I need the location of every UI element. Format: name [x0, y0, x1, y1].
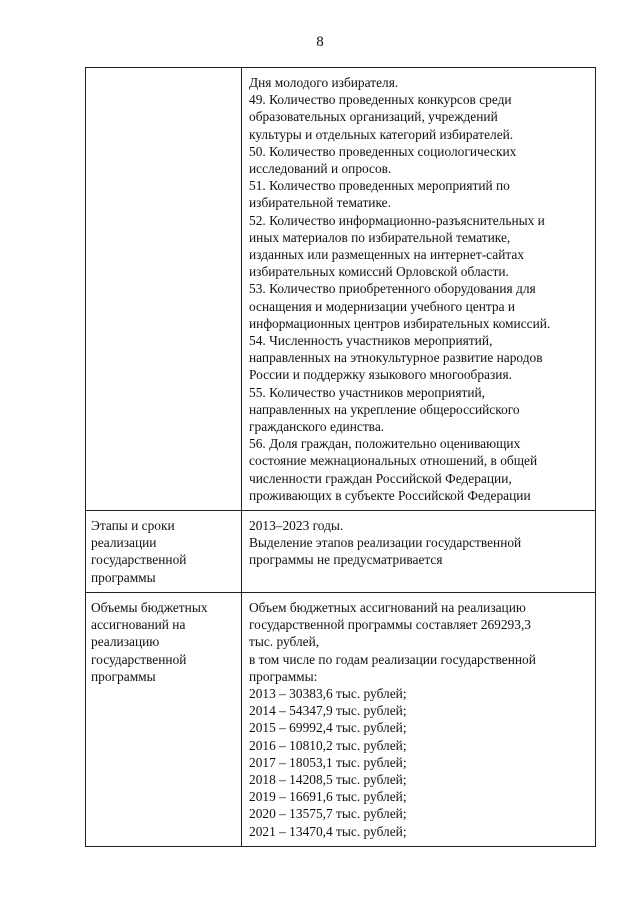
text-line: направленных на укрепление общероссийского [249, 401, 520, 417]
text-line: государственной программы составляет 269293,3 [249, 617, 531, 633]
text-line: программы не предусматривается [249, 552, 443, 568]
text-line: Дня молодого избирателя. [249, 75, 399, 90]
text-line: 2013 – 30383,6 тыс. рублей; [249, 685, 407, 701]
text-line: избирательной тематике. [249, 195, 391, 211]
text-line: 50. Количество проведенных социологических [249, 143, 517, 159]
label-line: Этапы и сроки [91, 518, 175, 534]
text-line: информационных центров избирательных комиссий. [249, 315, 551, 331]
text-line: 2015 – 69992,4 тыс. рублей; [249, 720, 407, 736]
text-line: 2013–2023 годы. [249, 518, 344, 534]
label-line: ассигнований на [91, 617, 186, 633]
label-line: реализации [91, 535, 157, 551]
text-line: России и поддержку языкового многообразия. [249, 367, 512, 383]
text-line: образовательных организаций, учреждений [249, 109, 498, 125]
text-line: 54. Численность участников мероприятий, [249, 333, 493, 349]
text-line: направленных на этнокультурное развитие народов [249, 350, 543, 366]
program-passport-table [85, 67, 596, 847]
text-line: изданных или размещенных на интернет-сайтах [249, 247, 525, 263]
text-line: 2017 – 18053,1 тыс. рублей; [249, 754, 407, 770]
text-line: программы: [249, 668, 318, 684]
label-line: государственной [91, 552, 187, 568]
text-line: в том числе по годам реализации государственной [249, 651, 536, 667]
row2-text-cell [242, 511, 596, 593]
row1-text-cell [242, 68, 596, 511]
label-line: государственной [91, 651, 187, 667]
text-line: 2020 – 13575,7 тыс. рублей; [249, 806, 407, 822]
row2-label-cell [86, 511, 242, 593]
row3-text-cell [242, 592, 596, 846]
text-line: иных материалов по избирательной тематике, [249, 229, 511, 245]
text-line: культуры и отдельных категорий избирателей. [249, 126, 514, 142]
text-line: численности граждан Российской Федерации, [249, 470, 512, 486]
text-line: оснащения и модернизации учебного центра и [249, 298, 516, 314]
table-row [86, 592, 596, 846]
text-line: 2016 – 10810,2 тыс. рублей; [249, 737, 407, 753]
label-line: программы [91, 668, 156, 684]
label-line: Объемы бюджетных [91, 599, 208, 615]
text-line: проживающих в субъекте Российской Федерации [249, 487, 531, 503]
text-line: 52. Количество информационно-разъяснительных и [249, 212, 545, 228]
label-line: реализацию [91, 634, 160, 650]
page-number: 8 [316, 34, 324, 50]
label-line: программы [91, 569, 156, 585]
text-line: 51. Количество проведенных мероприятий по [249, 178, 510, 194]
table-row [86, 68, 596, 511]
text-line: 2014 – 54347,9 тыс. рублей; [249, 703, 407, 719]
text-line: гражданского единства. [249, 419, 385, 435]
table-row [86, 511, 596, 593]
text-line: 56. Доля граждан, положительно оценивающих [249, 436, 521, 452]
text-line: тыс. рублей, [249, 634, 320, 650]
text-line: 2018 – 14208,5 тыс. рублей; [249, 771, 407, 787]
text-line: избирательных комиссий Орловской области. [249, 264, 509, 280]
text-line: 2019 – 16691,6 тыс. рублей; [249, 789, 407, 805]
text-line: исследований и опросов. [249, 161, 392, 177]
text-line: 2021 – 13470,4 тыс. рублей; [249, 823, 407, 839]
text-line: 53. Количество приобретенного оборудования для [249, 281, 536, 297]
row1-label-cell [86, 68, 242, 511]
row3-label-cell [86, 592, 242, 846]
text-line: Объем бюджетных ассигнований на реализацию [249, 599, 526, 615]
text-line: Выделение этапов реализации государственной [249, 535, 522, 551]
text-line: 55. Количество участников мероприятий, [249, 384, 486, 400]
text-line: 49. Количество проведенных конкурсов среди [249, 92, 512, 108]
text-line: состояние межнациональных отношений, в общей [249, 453, 538, 469]
